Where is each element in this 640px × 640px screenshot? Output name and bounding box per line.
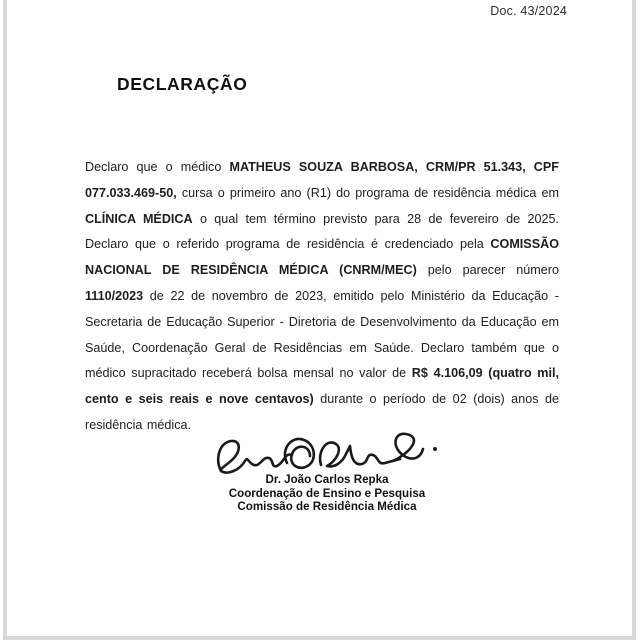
signatory-role-line1: Coordenação de Ensino e Pesquisa — [228, 486, 426, 500]
page-title: DECLARAÇÃO — [117, 74, 248, 94]
bold-text-segment: CLÍNICA MÉDICA — [85, 211, 193, 226]
page-edge-right — [632, 0, 636, 640]
bold-text-segment: COMISSÃO NACIONAL DE RESIDÊNCIA MÉDICA (CNRM/MEC) — [85, 237, 559, 278]
bold-text-segment: 1110/2023 — [85, 288, 144, 303]
text-segment: de 22 de novembro de 2023, emitido pelo Ministério da Educação - Secretaria de Educação Superior - Diretoria de Desenvolvimento da Educação em Saúde, Coordenação Geral de Residências em Saúde. Declaro também que o médico supracitado receberá bolsa mensal no valor de — [85, 288, 559, 381]
bold-text-segment: MATHEUS SOUZA BARBOSA, CRM/PR 51.343, CPF 077.033.469-50, — [85, 160, 559, 200]
text-segment: durante o período de 02 (dois) anos de residência médica. — [85, 392, 560, 432]
text-segment: cursa o primeiro ano (R1) do programa de residência médica em — [176, 185, 559, 200]
page-edge-bottom — [3, 636, 636, 640]
doc-number: Doc. 43/2024 — [490, 4, 567, 18]
signatory-role-line2: Comissão de Residência Médica — [237, 500, 417, 513]
signature-block — [197, 425, 457, 514]
declaration-page — [7, 0, 632, 636]
text-segment: pelo parecer número — [416, 263, 559, 278]
text-segment: o qual tem término previsto para 28 de fevereiro de 2025. Declaro que o referido programa de residência é credenciado pela — [85, 211, 559, 252]
signatory-name: Dr. João Carlos Repka — [265, 473, 389, 486]
text-segment: Declaro que o médico — [85, 160, 230, 174]
bold-text-segment: R$ 4.106,09 (quatro mil, cento e seis reais e nove centavos) — [85, 366, 559, 407]
handwritten-signature-icon — [207, 425, 447, 487]
declaration-paragraph — [85, 155, 559, 439]
